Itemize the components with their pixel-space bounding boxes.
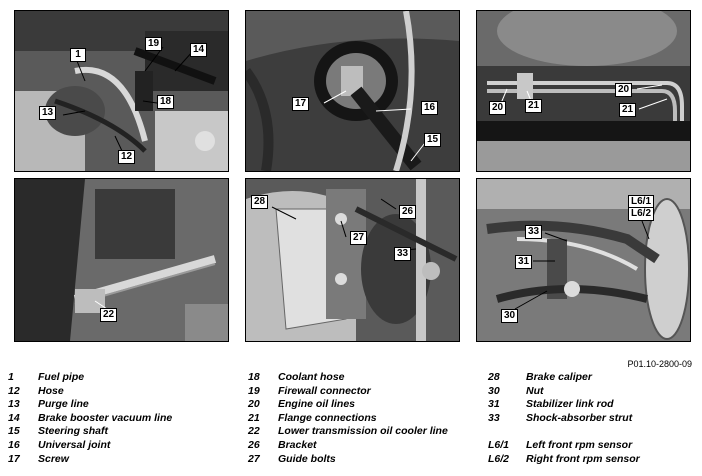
legend-label: Fuel pipe — [38, 371, 85, 383]
legend-label: Lower transmission oil cooler line — [278, 425, 448, 438]
legend-label: Engine oil lines — [278, 398, 356, 411]
legend-number: 20 — [248, 398, 260, 411]
legend-row — [248, 453, 448, 467]
legend-number: 14 — [8, 411, 20, 424]
legend-row — [248, 412, 448, 426]
legend-number: 22 — [248, 425, 260, 438]
legend-row — [8, 439, 172, 453]
legend-row — [8, 385, 172, 399]
legend-number: 28 — [488, 371, 500, 383]
callout: 17 — [292, 97, 309, 111]
legend-number: 12 — [8, 384, 20, 397]
legend-row — [8, 412, 172, 426]
callout: 22 — [100, 308, 117, 322]
photo-transmission-cooler-line — [14, 178, 229, 342]
legend-number: 18 — [248, 371, 260, 383]
legend-row — [488, 412, 640, 426]
legend-number: 33 — [488, 411, 500, 424]
figure-id: P01.10-2800-09 — [627, 359, 692, 369]
legend-number: 21 — [248, 411, 260, 424]
callout: 30 — [501, 309, 518, 323]
photo-illustration — [246, 11, 459, 171]
legend-label: Right front rpm sensor — [526, 452, 640, 465]
legend-column-2 — [248, 371, 448, 466]
legend-number: 30 — [488, 384, 500, 397]
legend-label: Brake booster vacuum line — [38, 411, 173, 424]
callout: 27 — [350, 231, 367, 245]
callout: 14 — [190, 43, 207, 57]
legend-row — [488, 371, 640, 385]
callout: 21 — [619, 103, 636, 117]
legend-label: Firewall connector — [278, 384, 371, 397]
callout: 21 — [525, 99, 542, 113]
photo-front-axle-sensors — [476, 178, 691, 342]
callout: 20 — [615, 83, 632, 97]
legend-spacer — [488, 425, 640, 439]
legend-row — [8, 398, 172, 412]
legend-label: Bracket — [278, 438, 317, 451]
callout: L6/2 — [628, 207, 654, 221]
legend-row — [248, 398, 448, 412]
legend-number: L6/2 — [488, 452, 510, 465]
legend-label: Screw — [38, 452, 69, 465]
legend-label: Coolant hose — [278, 371, 345, 383]
legend-label: Nut — [526, 384, 544, 397]
callout: 16 — [421, 101, 438, 115]
legend-row — [8, 425, 172, 439]
legend-number: 15 — [8, 425, 20, 438]
legend-column-1 — [8, 371, 172, 466]
callout: 26 — [399, 205, 416, 219]
callout: 33 — [394, 247, 411, 261]
legend-row — [248, 425, 448, 439]
legend-row — [488, 453, 640, 467]
legend-number: 17 — [8, 452, 20, 465]
photo-steering-shaft — [245, 10, 460, 172]
callout: 13 — [39, 106, 56, 120]
legend-label: Stabilizer link rod — [526, 398, 614, 411]
photo-illustration — [15, 179, 228, 341]
photo-illustration — [15, 11, 228, 171]
legend-label: Left front rpm sensor — [526, 438, 633, 451]
callout: 12 — [118, 150, 135, 164]
callout: 1 — [70, 48, 86, 62]
legend-number: 16 — [8, 438, 20, 451]
callout: 31 — [515, 255, 532, 269]
photo-engine-oil-lines — [476, 10, 691, 172]
photo-engine-compartment-left — [14, 10, 229, 172]
callout: 18 — [157, 95, 174, 109]
callout: 19 — [145, 37, 162, 51]
legend-label: Guide bolts — [278, 452, 336, 465]
legend-row — [488, 439, 640, 453]
legend-number: 27 — [248, 452, 260, 465]
callout: 20 — [489, 101, 506, 115]
legend-row — [488, 385, 640, 399]
callout: 28 — [251, 195, 268, 209]
legend-number: 19 — [248, 384, 260, 397]
legend-number: 31 — [488, 398, 500, 411]
photo-illustration — [246, 179, 459, 341]
legend-row — [8, 371, 172, 385]
legend-number: 13 — [8, 398, 20, 411]
legend-label: Brake caliper — [526, 371, 592, 383]
legend-row — [8, 453, 172, 467]
legend-label: Hose — [38, 384, 64, 397]
legend-number: L6/1 — [488, 438, 510, 451]
legend-label: Purge line — [38, 398, 89, 411]
legend-row — [488, 398, 640, 412]
legend-label: Flange connections — [278, 411, 377, 424]
legend-number: 1 — [8, 371, 14, 383]
legend-row — [248, 385, 448, 399]
photo-brake-caliper — [245, 178, 460, 342]
legend-label: Shock-absorber strut — [526, 411, 633, 424]
legend-row — [248, 371, 448, 385]
legend-label: Steering shaft — [38, 425, 109, 438]
photo-illustration — [477, 11, 690, 171]
legend-number: 26 — [248, 438, 260, 451]
legend-column-3 — [488, 371, 640, 466]
callout: L6/1 — [628, 195, 654, 209]
callout: 33 — [525, 225, 542, 239]
legend-row — [248, 439, 448, 453]
callout: 15 — [424, 133, 441, 147]
legend-label: Universal joint — [38, 438, 111, 451]
